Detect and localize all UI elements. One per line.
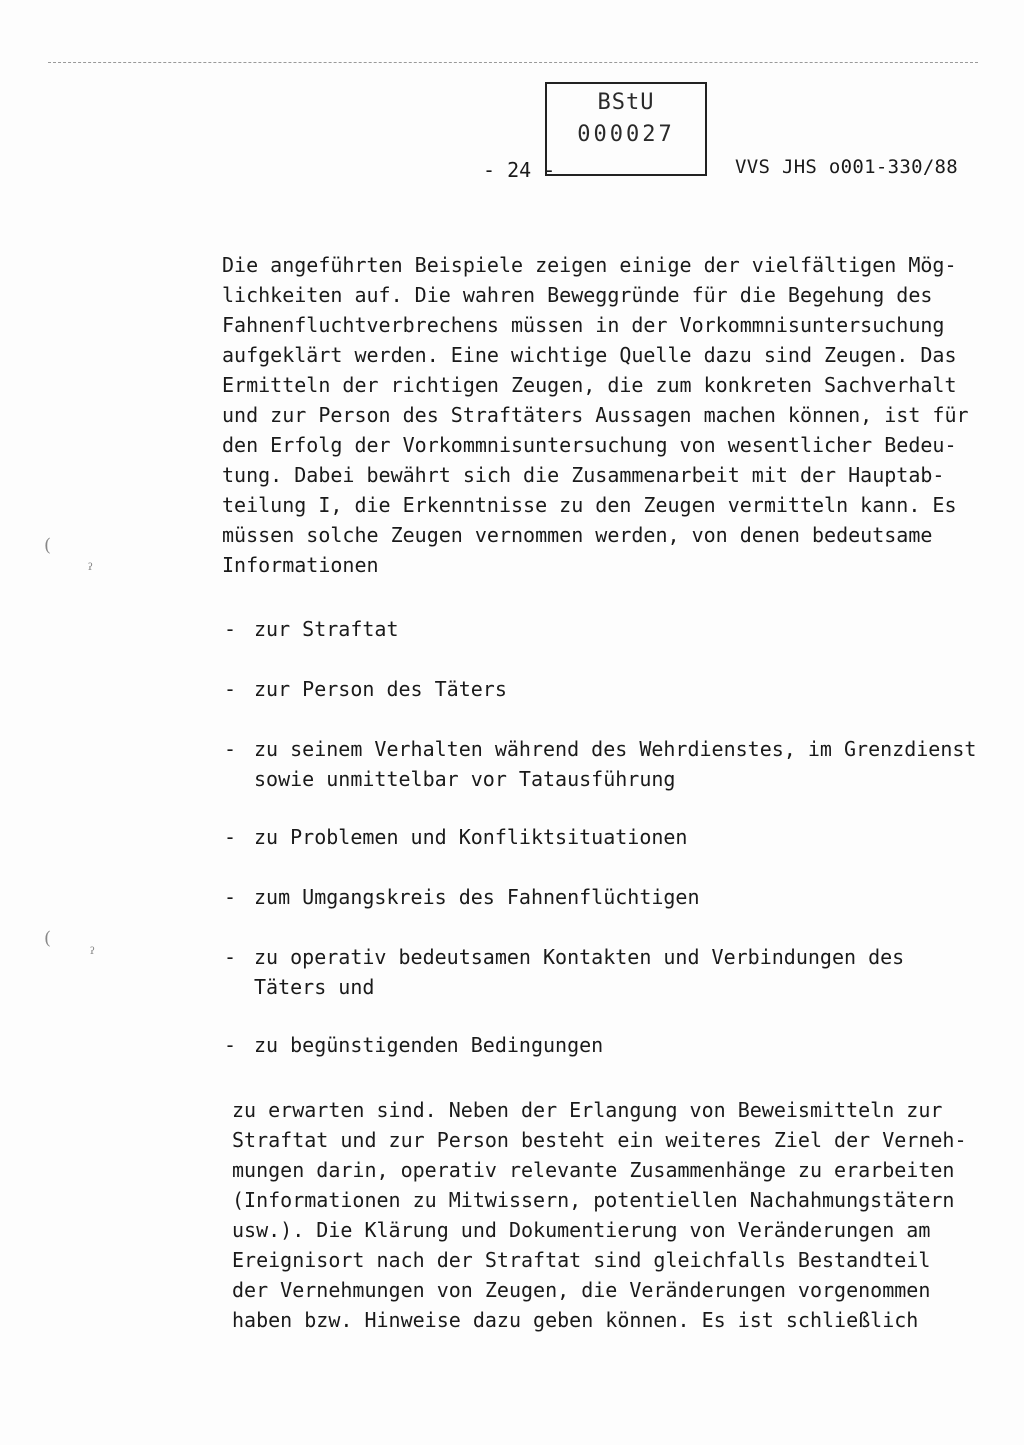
- list-item: - zu operativ bedeutsamen Kontakten und Verbindungen des Täters und: [224, 942, 976, 1002]
- list-dash: -: [224, 1033, 237, 1057]
- body-paragraph-2: zu erwarten sind. Neben der Erlangung von Beweismitteln zur Straftat und zur Person besteht ein weiteres Ziel der Verneh- mungen darin, operativ relevante Zusammenhänge zu erarbeiten (Informationen zu Mitwissern, potentiellen Nachahmungstätern usw.). Die Klärung und Dokumentierung von Veränderungen am Ereignisort nach der Straftat sind gleichfalls Bestandteil der Vernehmungen von Zeugen, die Veränderungen vorgenommen haben bzw. Hinweise dazu geben können. Es ist schließlich: [232, 1098, 967, 1332]
- margin-mark: (: [44, 535, 52, 556]
- body-paragraph-1: Die angeführten Beispiele zeigen einige der vielfältigen Mög- lichkeiten auf. Die wahren Beweggründe für die Begehung des Fahnenfluchtverbrechens müssen in der Vorkommnisuntersuchung aufgeklärt werden. Eine wichtige Quelle dazu sind Zeugen. Das Ermitteln der richtigen Zeugen, die zum konkreten Sachverhalt und zur Person des Straftäters Aussagen machen können, ist für den Erfolg der Vorkommnisuntersuchung von wesentlicher Bedeu- tung. Dabei bewährt sich die Zusammenarbeit mit der Hauptab- teilung I, die Erkenntnisse zu den Zeugen vermitteln kann. Es müssen solche Zeugen vernommen werden, von denen bedeutsame Informationen: [222, 253, 969, 577]
- archive-stamp: [545, 82, 707, 176]
- margin-mark: ˀ: [90, 944, 96, 965]
- margin-mark: ˀ: [88, 560, 94, 581]
- stamp-agency: BStU: [597, 90, 655, 115]
- margin-mark: (: [44, 928, 52, 949]
- list-dash: -: [224, 617, 237, 641]
- list-item: - zur Straftat: [224, 614, 976, 644]
- witness-info-list: [224, 614, 976, 1090]
- list-dash: -: [224, 945, 237, 969]
- list-dash: -: [224, 737, 237, 761]
- list-item: - zu Problemen und Konfliktsituationen: [224, 822, 976, 852]
- list-dash: -: [224, 885, 237, 909]
- file-reference: VVS JHS o001-330/88: [735, 156, 959, 178]
- list-dash: -: [224, 677, 237, 701]
- list-dash: -: [224, 825, 237, 849]
- list-item: - zum Umgangskreis des Fahnenflüchtigen: [224, 882, 976, 912]
- list-item: - zu seinem Verhalten während des Wehrdienstes, im Grenzdienst sowie unmittelbar vor Tatausführung: [224, 734, 976, 794]
- page-number: - 24 -: [483, 158, 556, 182]
- list-item: - zur Person des Täters: [224, 674, 976, 704]
- list-item: - zu begünstigenden Bedingungen: [224, 1030, 976, 1060]
- stamp-number: 000027: [577, 122, 675, 147]
- top-edge-rule: [48, 62, 978, 63]
